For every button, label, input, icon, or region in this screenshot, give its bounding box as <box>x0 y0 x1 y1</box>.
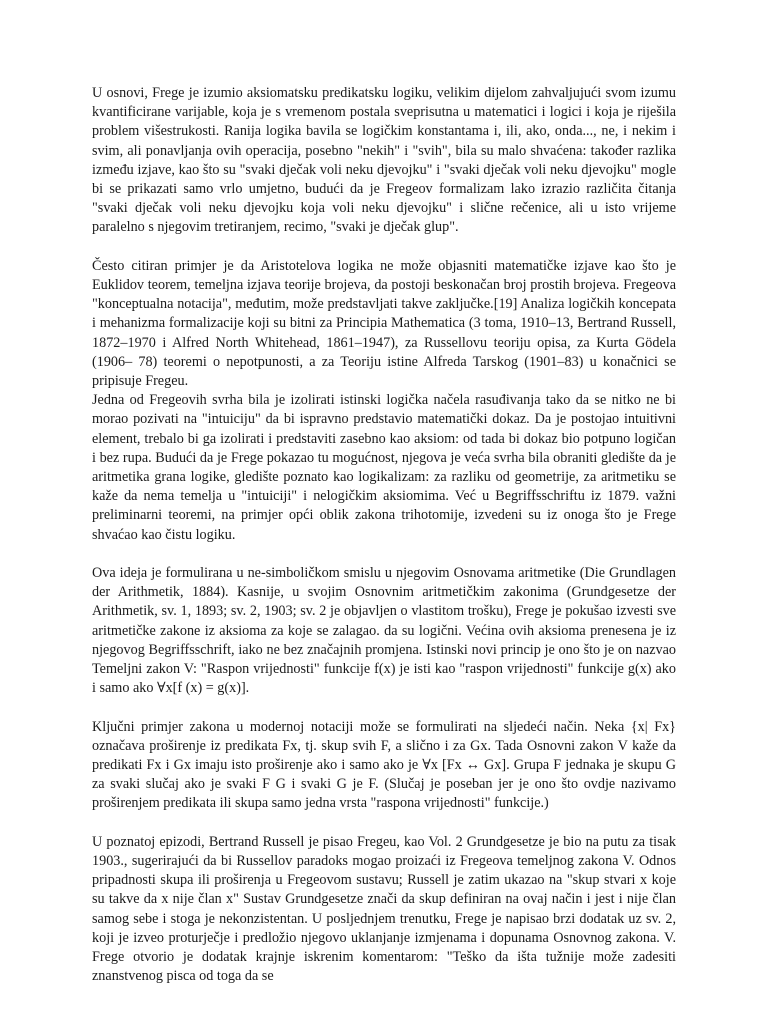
paragraph-5: Ključni primjer zakona u modernoj notaciji može se formulirati na sljedeći način. Neka {x| Fx} označava proširenje iz predikata Fx, tj. skup svih F, a slično i za Gx. Tada Osnovni zakon V kaže da predikati Fx i Gx imaju isto proširenje ako i samo ako je ∀x [Fx ↔ Gx]. Grupa F jednaka je skupu G za svaki slučaj ako je svaki F G i svaki G je F. (Slučaj je poseban jer je ono što ovdje nazivamo proširenjem predikata ili skupa samo jedna vrsta "raspona vrijednosti" funkcije.) <box>92 718 676 812</box>
paragraph-2: Često citiran primjer je da Aristotelova logika ne može objasniti matematičke izjave kao što je Euklidov teorem, temeljna izjava teorije brojeva, da postoji beskonačan broj prostih brojeva. Fregeova "konceptualna notacija", međutim, može predstavljati takve zaključke.[19] Analiza logičkih koncepata i mehanizma formalizacije koji su bitni za Principia Mathematica (3 toma, 1910–13, Bertrand Russell, 1872–1970 i Alfred North Whitehead, 1861–1947), za Russellovu teoriju opisa, za Kurta Gödela (1906– 78) teoremi o nepotpunosti, a za Teoriju istine Alfreda Tarskog (1901–83) u konačnici se pripisuje Fregeu. <box>92 257 676 390</box>
document-body <box>92 84 676 1006</box>
paragraph-1: U osnovi, Frege je izumio aksiomatsku predikatsku logiku, velikim dijelom zahvaljujući svom izumu kvantificirane varijable, koja je s vremenom postala sveprisutna u matematici i logici i koja je riješila problem višestrukosti. Ranija logika bavila se logičkim konstantama i, ili, ako, onda..., ne, i nekim i svim, ali ponavljanja ovih operacija, posebno "nekih" i "svih", bila su malo shvaćena: također razlika između izjave, kao što su "svaki dječak voli neku djevojku" i "svaki dječak voli neku djevojku" mogle bi se prikazati samo vrlo umjetno, budući da je Fregeov formalizam lako izrazio različita čitanja "svaki dječak voli neku djevojku koja voli neku djevojku" i slične rečenice, ali u isto vrijeme paralelno s njegovim tretiranjem, recimo, "svaki je dječak glup". <box>92 85 676 236</box>
paragraph-6: U poznatoj epizodi, Bertrand Russell je pisao Fregeu, kao Vol. 2 Grundgesetze je bio na putu za tisak 1903., sugerirajući da bi Russellov paradoks mogao proizaći iz Fregeova temeljnog zakona V. Odnos pripadnosti skupa ili proširenja u Fregeovom sustavu; Russell je zatim ukazao na "skup stvari x koje su takve da x nije član x" Sustav Grundgesetze znači da skup definiran na ovaj način i jest i nije član samog sebe i stoga je nekonzistentan. U posljednjem trenutku, Frege je napisao brzi dodatak uz sv. 2, koji je izveo proturječje i predložio njegovo uklanjanje izmjenama i dopunama Osnovnog zakona. V. Frege otvorio je dodatak krajnje iskrenim komentarom: "Teško da išta tužnije može zadesiti znanstvenog pisca od toga da se <box>92 833 676 985</box>
paragraph-3: Jedna od Fregeovih svrha bila je izolirati istinski logička načela rasuđivanja tako da se nitko ne bi morao pozivati na "intuiciju" da bi ispravno predstavio matematički dokaz. Da je postojao intuitivni element, trebalo bi ga izolirati i predstaviti zasebno kao aksiom: od tada bi dokaz bio potpuno logičan i bez rupa. Budući da je Frege pokazao tu mogućnost, njegova je veća svrha bila obraniti gledište da je aritmetika grana logike, gledište poznato kao logikalizam: za razliku od geometrije, za aritmetiku se kaže da nema temelja u "intuiciji" i nelogičkim aksiomima. Već u Begriffsschriftu iz 1879. važni preliminarni teoremi, na primjer opći oblik zakona trihotomije, izvedeni su iz onoga što je Frege shvaćao kao čistu logiku. <box>92 392 676 543</box>
paragraph-4: Ova ideja je formulirana u ne-simboličkom smislu u njegovim Osnovama aritmetike (Die Grundlagen der Arithmetik, 1884). Kasnije, u svojim Osnovnim aritmetičkim zakonima (Grundgesetze der Arithmetik, sv. 1, 1893; sv. 2, 1903; sv. 2 je objavljen o vlastitom trošku), Frege je pokušao izvesti sve aritmetičke zakone iz aksioma za koje se zalagao. da su logični. Većina ovih aksioma prenesena je iz njegovog Begriffsschrift, iako ne bez značajnih promjena. Istinski novi princip je ono što je on nazvao Temeljni zakon V: "Raspon vrijednosti" funkcije f(x) je isti kao "raspon vrijednosti" funkcije g(x) ako i samo ako ∀x[f (x) = g(x)]. <box>92 565 676 697</box>
